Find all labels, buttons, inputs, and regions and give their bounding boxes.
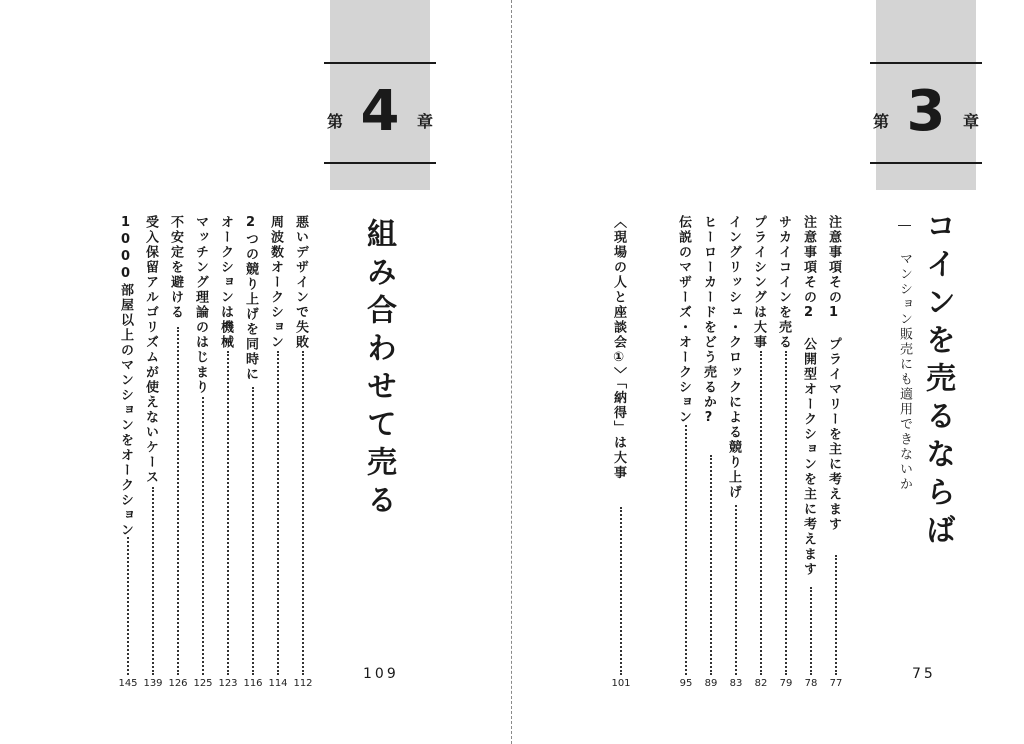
toc-entry[interactable]: [610, 215, 632, 681]
chapter-title: コインを売るならば: [920, 210, 955, 552]
toc-entry[interactable]: [725, 215, 747, 681]
toc-entry-title: 伝説のマザーズ・オークション: [676, 215, 691, 425]
header-rule-bottom: [324, 162, 436, 164]
chapter-subtitle: ― マンション販売にも適用できないか: [897, 218, 912, 492]
toc-page-number: 145: [118, 678, 138, 689]
toc-page-number: 95: [679, 678, 693, 689]
toc-entry[interactable]: [750, 215, 772, 681]
toc-leader-dots: [202, 397, 204, 675]
toc-entry-title: 1000部屋以上のマンションをオークション: [118, 215, 133, 538]
toc-page-number: 101: [611, 678, 631, 689]
toc-leader-dots: [227, 351, 229, 675]
toc-entry-title: 不安定を避ける: [168, 215, 183, 320]
toc-page-number: 139: [143, 678, 163, 689]
toc-entry-title: 〈現場の人と座談会①〉「納得」は大事: [611, 215, 626, 481]
header-rule-top: [324, 62, 436, 64]
toc-entry-title: 注意事項その2 公開型オークションを主に考えます: [801, 215, 816, 577]
toc-leader-dots: [735, 505, 737, 675]
chapter-title: 組み合わせて売る: [361, 218, 396, 522]
toc-leader-dots: [302, 351, 304, 675]
toc-leader-dots: [127, 537, 129, 675]
chapter-prefix: 第: [327, 112, 344, 131]
toc-page-number: 82: [754, 678, 768, 689]
toc-entry[interactable]: [700, 215, 722, 681]
toc-leader-dots: [685, 425, 687, 675]
toc-entry[interactable]: [267, 215, 289, 681]
header-rule-top: [870, 62, 982, 64]
toc-entry[interactable]: [800, 215, 822, 681]
toc-entry-title: プライシングは大事: [751, 215, 766, 350]
toc-page-number: 83: [729, 678, 743, 689]
toc-entry-title: 悪いデザインで失敗: [293, 215, 308, 350]
toc-leader-dots: [252, 387, 254, 675]
toc-entry-title: ヒーローカードをどう売るか?: [701, 215, 716, 427]
toc-entry[interactable]: [292, 215, 314, 681]
toc-page-number: 78: [804, 678, 818, 689]
chapter-number: 4: [360, 79, 400, 144]
chapter-suffix: 章: [416, 112, 433, 131]
toc-page-number: 116: [243, 678, 263, 689]
toc-entry[interactable]: [167, 215, 189, 681]
chapter4-header-band: [327, 0, 433, 190]
toc-entry-title: 周波数オークション: [268, 215, 283, 350]
toc-leader-dots: [710, 455, 712, 675]
toc-entry[interactable]: [142, 215, 164, 681]
toc-entry-title: 注意事項その1 プライマリーを主に考えます: [826, 215, 841, 532]
toc-entry[interactable]: [217, 215, 239, 681]
toc-leader-dots: [277, 351, 279, 675]
chapter-suffix: 章: [962, 112, 979, 131]
chapter-prefix: 第: [873, 112, 890, 131]
chapter3-page: [512, 0, 1024, 744]
toc-leader-dots: [785, 351, 787, 675]
chapter-start-page: 75: [912, 666, 936, 682]
toc-leader-dots: [760, 351, 762, 675]
toc-entry-title: マッチング理論のはじまり: [193, 215, 208, 395]
toc-entry[interactable]: [192, 215, 214, 681]
toc-leader-dots: [810, 587, 812, 675]
toc-entry-title: イングリッシュ・クロックによる競り上げ: [726, 215, 741, 500]
chapter3-header-band: [873, 0, 979, 190]
toc-page-number: 114: [268, 678, 288, 689]
toc-page-number: 126: [168, 678, 188, 689]
toc-page-number: 112: [293, 678, 313, 689]
toc-entry[interactable]: [675, 215, 697, 681]
toc-leader-dots: [177, 327, 179, 675]
chapter-start-page: 109: [363, 666, 399, 682]
toc-leader-dots: [152, 487, 154, 675]
header-rule-bottom: [870, 162, 982, 164]
toc-entry-title: オークションは機械: [218, 215, 233, 350]
toc-entry-title: サカイコインを売る: [776, 215, 791, 350]
toc-entry[interactable]: [117, 215, 139, 681]
toc-page-number: 77: [829, 678, 843, 689]
toc-entry-title: 受入保留アルゴリズムが使えないケース: [143, 215, 158, 485]
toc-page-number: 123: [218, 678, 238, 689]
toc-page-number: 79: [779, 678, 793, 689]
toc-entry[interactable]: [825, 215, 847, 681]
toc-leader-dots: [620, 507, 622, 675]
toc-page-number: 89: [704, 678, 718, 689]
toc-entry[interactable]: [775, 215, 797, 681]
toc-leader-dots: [835, 555, 837, 675]
toc-page-number: 125: [193, 678, 213, 689]
toc-entry[interactable]: [242, 215, 264, 681]
toc-entry-title: 2つの競り上げを同時に: [243, 215, 258, 382]
chapter-number: 3: [906, 79, 946, 144]
